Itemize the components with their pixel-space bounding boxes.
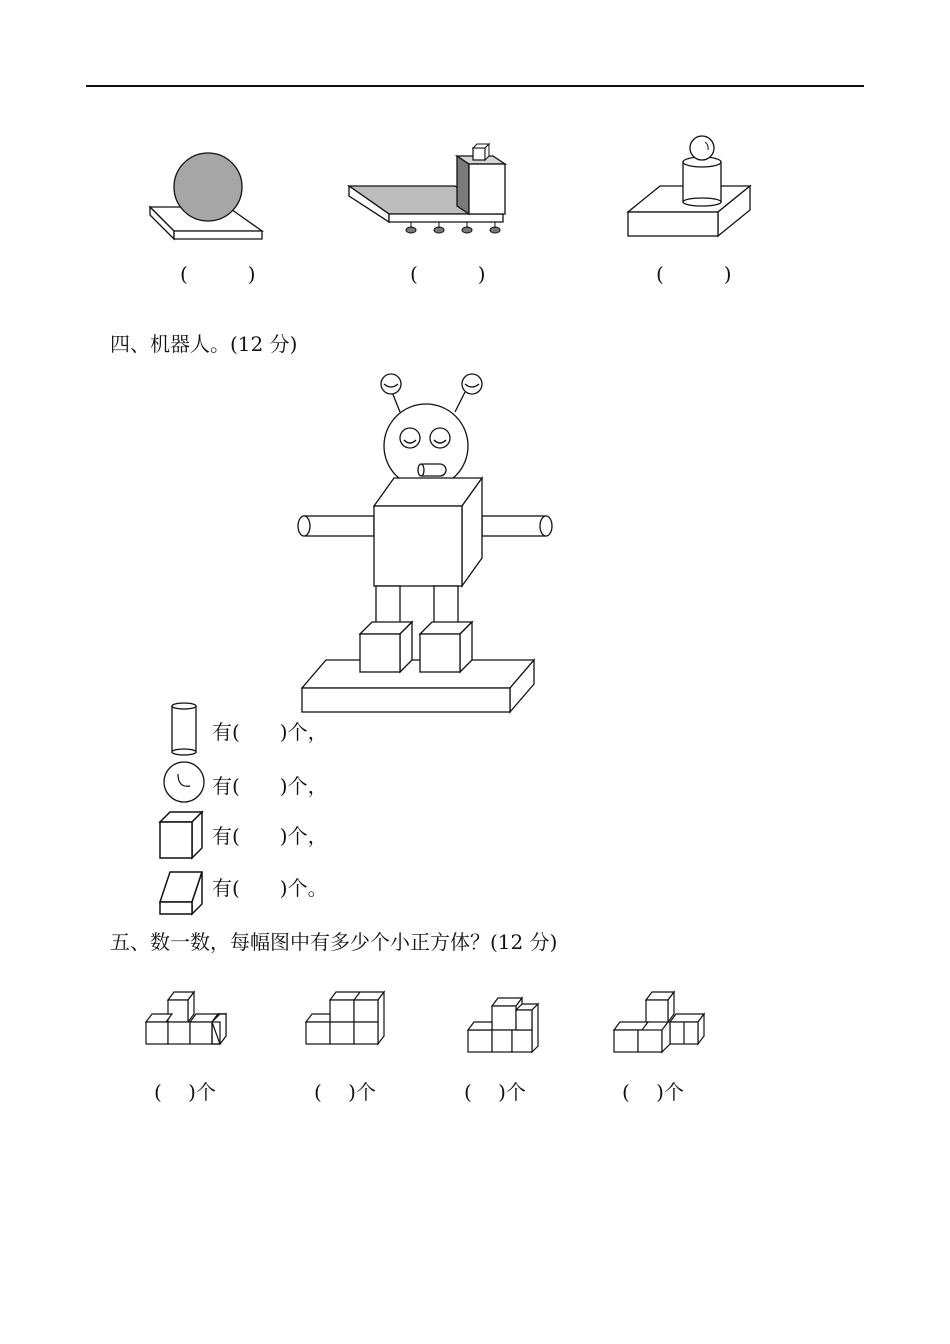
cube-stack-figure-3 — [466, 996, 546, 1056]
cylinder-icon — [158, 706, 208, 756]
count-blank[interactable]: ( )个 — [314, 1080, 376, 1104]
legend-row-cuboid — [158, 862, 328, 908]
sphere-on-board-figure — [140, 145, 270, 245]
cuboid-icon — [158, 862, 208, 916]
answer-blank[interactable]: ( ) — [656, 262, 732, 286]
legend-text[interactable]: 有( )个， — [212, 824, 328, 848]
answer-blank[interactable]: ( ) — [410, 262, 486, 286]
cube-icon — [158, 810, 208, 860]
legend-text[interactable]: 有( )个。 — [212, 876, 328, 900]
robot-figure — [290, 368, 560, 718]
cylinder-on-block-figure — [622, 132, 762, 242]
section-5-title: 五、数一数，每幅图中有多少个小正方体？(12 分) — [110, 930, 558, 954]
top-rule — [86, 85, 864, 87]
cuboid-on-board-figure — [345, 142, 515, 252]
sphere-icon — [158, 760, 208, 810]
section-4-title: 四、机器人。(12 分) — [110, 332, 298, 356]
answer-blank[interactable]: ( ) — [180, 262, 256, 286]
legend-text[interactable]: 有( )个， — [212, 774, 328, 798]
count-blank[interactable]: ( )个 — [622, 1080, 684, 1104]
count-blank[interactable]: ( )个 — [154, 1080, 216, 1104]
legend-text[interactable]: 有( )个， — [212, 720, 328, 744]
cube-stack-figure-2 — [304, 990, 394, 1050]
cube-stack-figure-4 — [612, 990, 712, 1054]
count-blank[interactable]: ( )个 — [464, 1080, 526, 1104]
cube-stack-figure-1 — [144, 990, 234, 1050]
